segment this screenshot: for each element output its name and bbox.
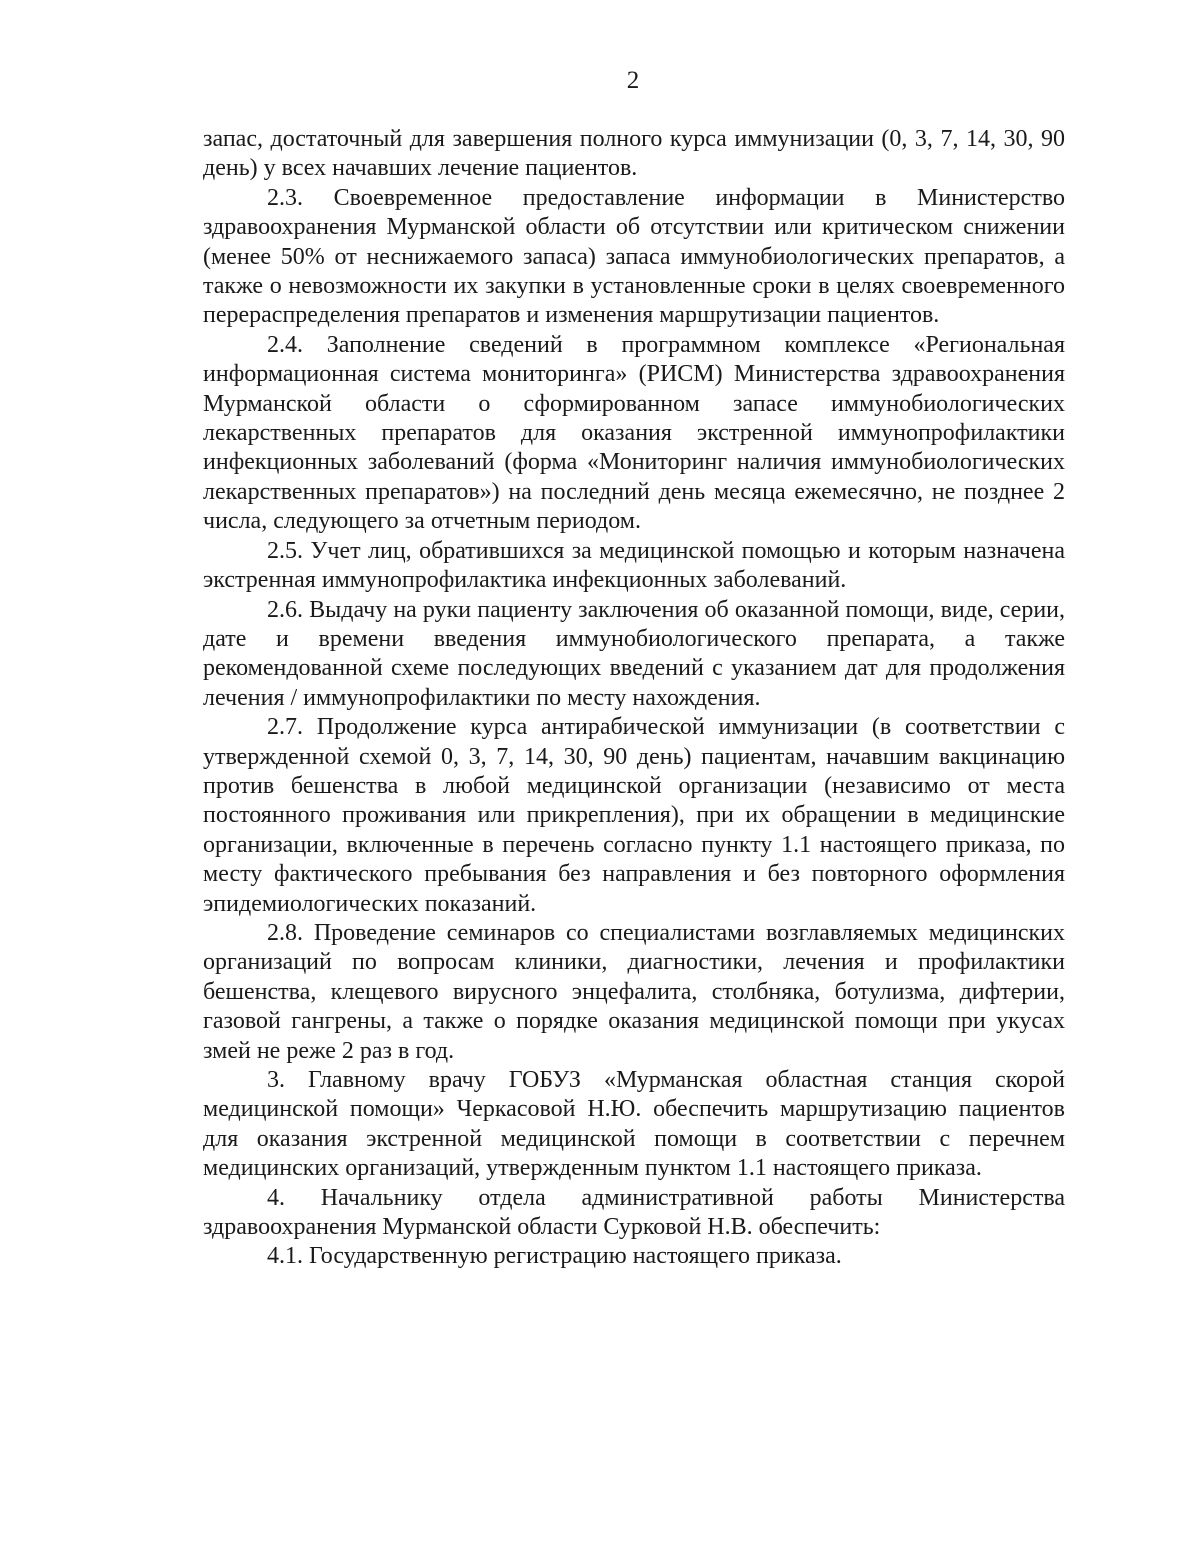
paragraph-continuation: запас, достаточный для завершения полного курса иммунизации (0, 3, 7, 14, 30, 90 день) у всех начавших лечение пациентов. [203,126,1065,182]
page-number: 2 [626,67,640,94]
paragraph-4-1: 4.1. Государственную регистрацию настоящего приказа. [267,1243,842,1270]
paragraph-2-6: 2.6. Выдачу на руки пациенту заключения об оказанной помощи, виде, серии, дате и времени введения иммунобиологического препарата, а также рекомендованной схеме последующих введений с указанием дат для продолжения лечения / иммунопрофилактики по месту нахождения. [203,596,1065,711]
paragraph-2-8: 2.8. Проведение семинаров со специалистами возглавляемых медицинских организаций по вопросам клиники, диагностики, лечения и профилактики бешенства, клещевого вирусного энцефалита, столбняка, ботулизма, дифтерии, газовой гангрены, а также о порядке оказания медицинской помощи при укусах змей не реже 2 раз в год. [203,919,1065,1064]
paragraph-2-4: 2.4. Заполнение сведений в программном комплексе «Региональная информационная система мониторинга» (РИСМ) Министерства здравоохранения Мурманской области о сформированном запасе иммунобиологических лекарственных препаратов для оказания экстренной иммунопрофилактики инфекционных заболеваний (форма «Мониторинг наличия иммунобиологических лекарственных препаратов») на последний день месяца ежемесячно, не позднее 2 числа, следующего за отчетным периодом. [203,331,1065,535]
paragraph-2-7: 2.7. Продолжение курса антирабической иммунизации (в соответствии с утвержденной схемой 0, 3, 7, 14, 30, 90 день) пациентам, начавшим вакцинацию против бешенства в любой медицинской организации (независимо от места постоянного проживания или прикрепления), при их обращении в медицинские организации, включенные в перечень согласно пункту 1.1 настоящего приказа, по месту фактического пребывания без направления и без повторного оформления эпидемиологических показаний. [203,714,1065,917]
paragraph-3: 3. Главному врачу ГОБУЗ «Мурманская областная станция скорой медицинской помощи» Черкасовой Н.Ю. обеспечить маршрутизацию пациентов для оказания экстренной медицинской помощи в соответствии с перечнем медицинских организаций, утвержденным пунктом 1.1 настоящего приказа. [203,1067,1065,1182]
paragraph-2-3: 2.3. Своевременное предоставление информации в Министерство здравоохранения Мурманской области об отсутствии или критическом снижении (менее 50% от неснижаемого запаса) запаса иммунобиологических препаратов, а также о невозможности их закупки в установленные сроки в целях своевременного перераспределения препаратов и изменения маршрутизации пациентов. [203,184,1065,329]
document-body [203,125,1065,1272]
paragraph-4: 4. Начальнику отдела административной работы Министерства здравоохранения Мурманской области Сурковой Н.В. обеспечить: [203,1184,1065,1241]
paragraph-2-5: 2.5. Учет лиц, обратившихся за медицинской помощью и которым назначена экстренная иммунопрофилактика инфекционных заболеваний. [203,537,1065,594]
